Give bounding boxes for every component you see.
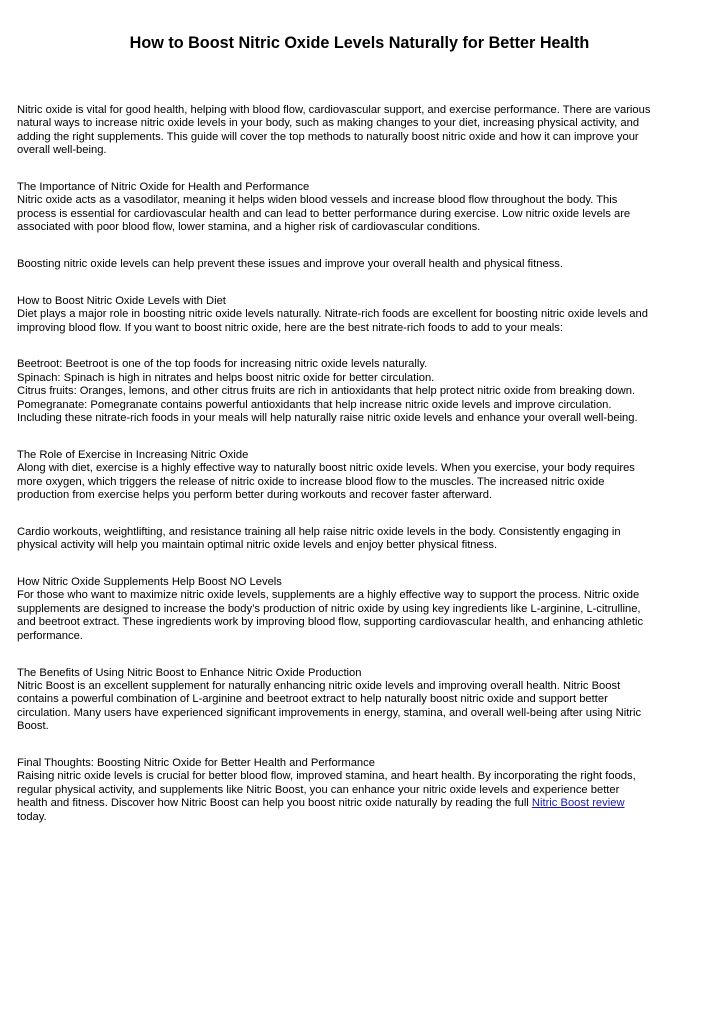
paragraph-line: Spinach: Spinach is high in nitrates and helps boost nitric oxide for better circulation. [17, 371, 435, 384]
text-section [17, 295, 707, 335]
paragraph-line: more oxygen, which triggers the release of nitric oxide to increase blood flow to the muscles. The increased nitric oxide [17, 475, 605, 488]
paragraph-line-with-link [17, 797, 707, 810]
text-section [17, 181, 707, 235]
paragraph-line: improving blood flow. If you want to boost nitric oxide, here are the best nitrate-rich foods to add to your meals: [17, 321, 563, 334]
paragraph-line: supplements are designed to increase the body’s production of nitric oxide by using key ingredients like L-arginine, L-citrulline, [17, 602, 641, 615]
document-body [17, 104, 707, 824]
paragraph-line: Raising nitric oxide levels is crucial for better blood flow, improved stamina, and heart health. By incorporating the right foods, [17, 770, 636, 783]
paragraph-line: For those who want to maximize nitric oxide levels, supplements are a highly effective way to support the process. Nitric oxide [17, 589, 640, 602]
text-section [17, 358, 707, 425]
paragraph-line: Boosting nitric oxide levels can help prevent these issues and improve your overall health and physical fitness. [17, 258, 564, 271]
paragraph-line: process is essential for cardiovascular health and can lead to better performance during exercise. Low nitric oxide levels are [17, 207, 631, 220]
paragraph-line: Nitric oxide is vital for good health, helping with blood flow, cardiovascular support, and exercise performance. There are various [17, 104, 651, 116]
paragraph-line: physical activity will help you maintain optimal nitric oxide levels and enjoy better physical fitness. [17, 539, 498, 552]
text-section [17, 526, 707, 553]
text-section [17, 449, 707, 503]
paragraph-line: How to Boost Nitric Oxide Levels with Diet [17, 294, 226, 307]
sections-container [17, 104, 707, 734]
paragraph-line: Boost. [17, 720, 49, 733]
paragraph-line: Diet plays a major role in boosting nitric oxide levels naturally. Nitrate-rich foods are excellent for boosting nitric oxide levels and [17, 308, 648, 321]
text-section [17, 258, 707, 271]
paragraph-line: Nitric oxide acts as a vasodilator, meaning it helps widen blood vessels and increase blood flow throughout the body. This [17, 194, 618, 207]
text-section [17, 576, 707, 643]
paragraph-line: The Role of Exercise in Increasing Nitric Oxide [17, 448, 249, 461]
paragraph-line: overall well-being. [17, 144, 107, 157]
paragraph-line: The Benefits of Using Nitric Boost to Enhance Nitric Oxide Production [17, 666, 362, 679]
nitric-boost-review-link[interactable]: Nitric Boost review [531, 797, 625, 810]
paragraph-line: regular physical activity, and supplements like Nitric Boost, you can enhance your nitric oxide levels and experience better [17, 783, 620, 796]
text-section [17, 104, 707, 158]
document-title: How to Boost Nitric Oxide Levels Naturally for Better Health [129, 34, 590, 52]
paragraph-line: Including these nitrate-rich foods in your meals will help naturally raise nitric oxide levels and enhance your overall well-being. [17, 412, 638, 425]
final-section [17, 757, 707, 824]
paragraph-line: Nitric Boost is an excellent supplement for naturally enhancing nitric oxide levels and improving overall health. Nitric Boost [17, 679, 621, 692]
paragraph-line: natural ways to increase nitric oxide levels in your body, such as making changes to your diet, increasing physical activity, and [17, 117, 640, 130]
paragraph-line: Pomegranate: Pomegranate contains powerful antioxidants that help increase nitric oxide levels and improve circulation. [17, 398, 612, 411]
paragraph-line: circulation. Many users have experienced significant improvements in energy, stamina, and overall well-being after using Nitric [17, 706, 642, 719]
paragraph-line: Cardio workouts, weightlifting, and resistance training all help raise nitric oxide levels in the body. Consistently engaging in [17, 525, 621, 538]
text-section [17, 667, 707, 734]
paragraph-line: today. [17, 810, 47, 823]
paragraph-line: contains a powerful combination of L-arginine and beetroot extract to help naturally boost nitric oxide and support better [17, 693, 608, 706]
paragraph-line: Final Thoughts: Boosting Nitric Oxide for Better Health and Performance [17, 756, 375, 769]
paragraph-line: and beetroot extract. These ingredients work by improving blood flow, supporting cardiovascular health, and enhancing athletic [17, 616, 644, 629]
paragraph-line: Citrus fruits: Oranges, lemons, and other citrus fruits are rich in antioxidants that help protect nitric oxide from breaking down. [17, 385, 636, 398]
paragraph-line: adding the right supplements. This guide will cover the top methods to naturally boost nitric oxide and how it can improve your [17, 130, 639, 143]
paragraph-line: Along with diet, exercise is a highly effective way to naturally boost nitric oxide levels. When you exercise, your body requires [17, 462, 635, 475]
paragraph-line: The Importance of Nitric Oxide for Health and Performance [17, 181, 310, 194]
paragraph-line: Beetroot: Beetroot is one of the top foods for increasing nitric oxide levels naturally. [17, 358, 428, 371]
paragraph-line: performance. [17, 629, 83, 642]
paragraph-line: production from exercise helps you perform better during workouts and recover faster afterward. [17, 489, 493, 502]
paragraph-line: associated with poor blood flow, lower stamina, and a higher risk of cardiovascular conditions. [17, 221, 481, 234]
link-line-prefix: health and fitness. Discover how Nitric Boost can help you boost nitric oxide naturally by reading the full [17, 797, 532, 810]
paragraph-line: How Nitric Oxide Supplements Help Boost NO Levels [17, 576, 282, 589]
